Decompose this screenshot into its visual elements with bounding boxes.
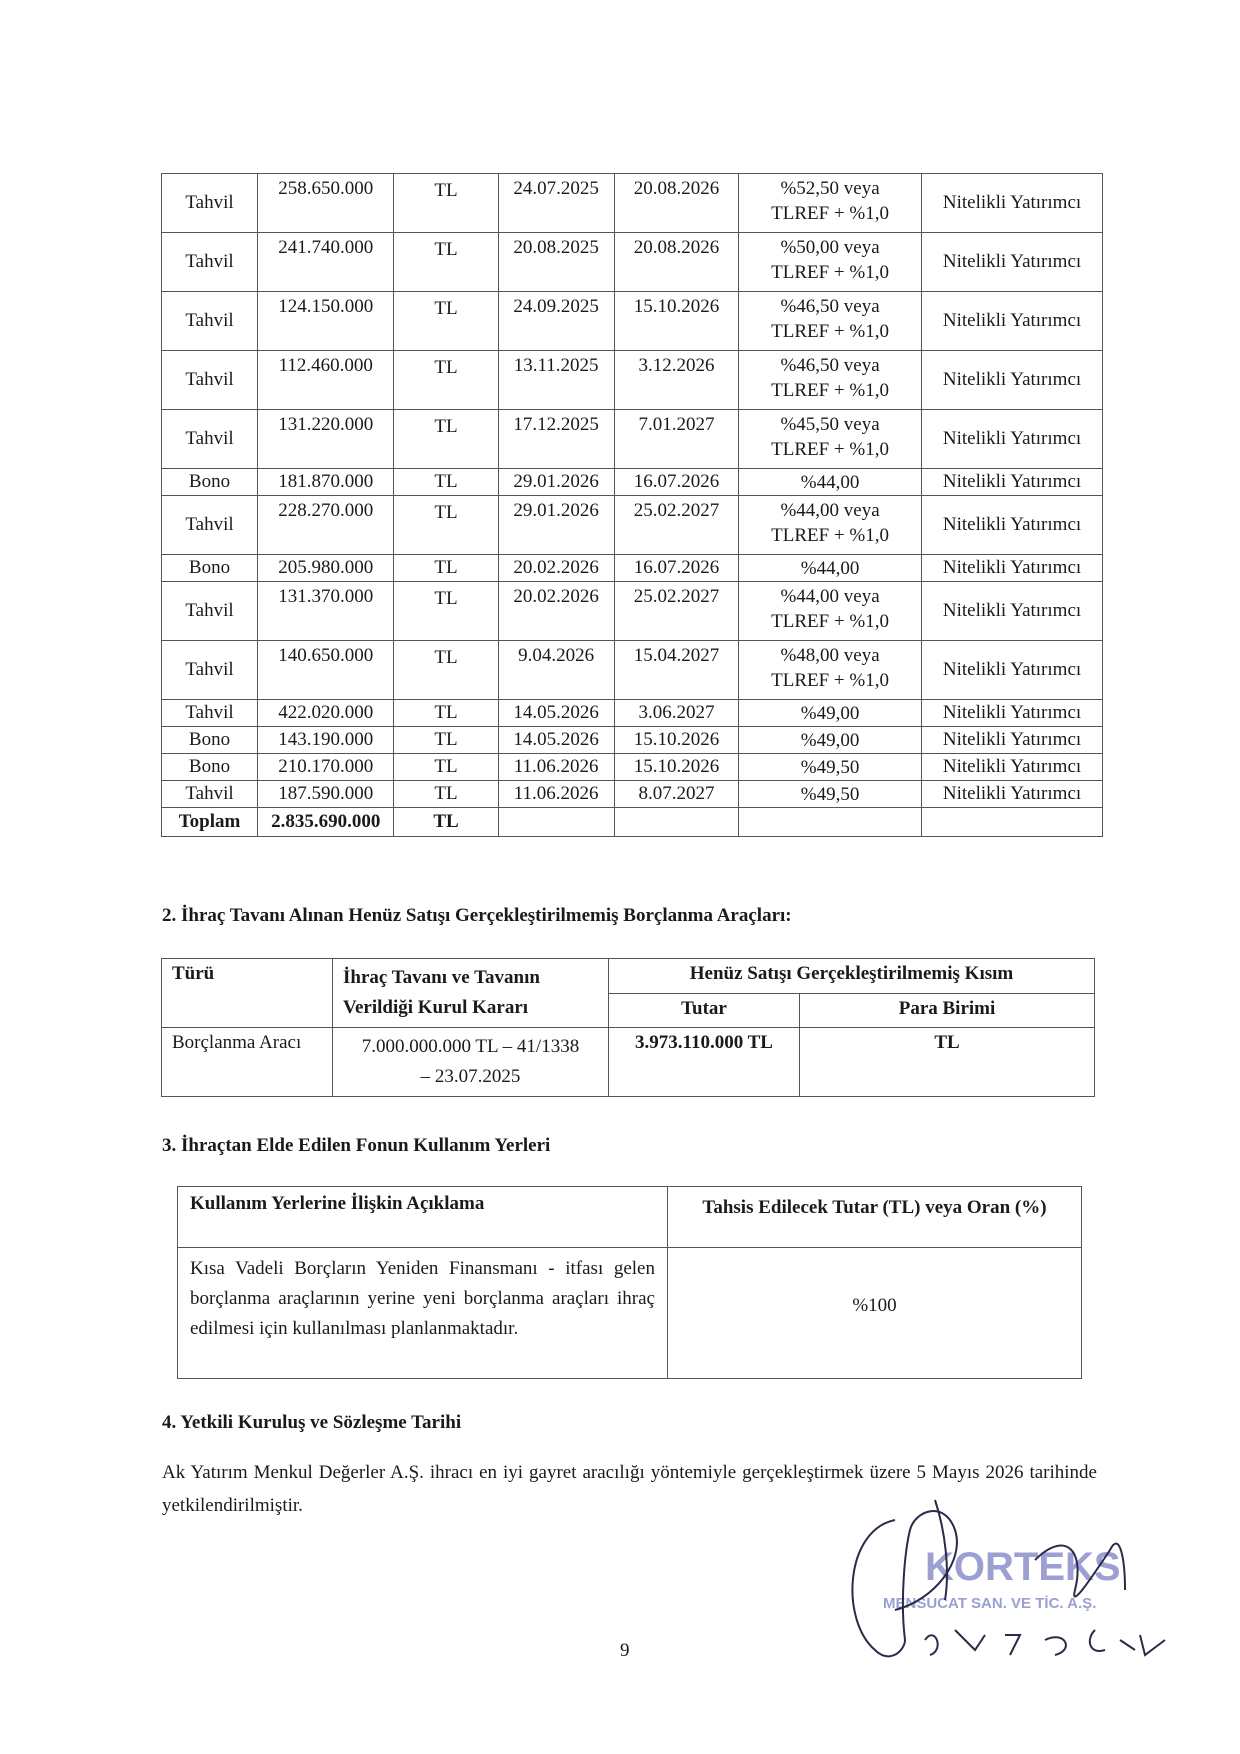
issuance-table (161, 173, 1103, 837)
issuance-issue-date: 24.07.2025 (498, 174, 614, 233)
total-empty-cell (498, 808, 614, 837)
issuance-issue-date: 29.01.2026 (498, 496, 614, 555)
issuance-rate-line1: %44,00 (800, 557, 860, 579)
issuance-rate (739, 351, 922, 410)
issuance-maturity-date: 3.06.2027 (614, 700, 738, 727)
total-empty-cell (614, 808, 738, 837)
issuance-rate (739, 727, 922, 754)
issuance-table-body (162, 174, 1103, 837)
issuance-rate (739, 555, 922, 582)
authorization-text: Ak Yatırım Menkul Değerler A.Ş. ihracı en iyi gayret aracılığı yöntemiyle gerçekleştirmek üzere 5 Mayıs 2026 tarihinde yetkilendirilmiştir. (162, 1462, 1097, 1516)
issuance-rate (739, 469, 922, 496)
issuance-row (162, 469, 1103, 496)
issuance-amount: 258.650.000 (258, 174, 394, 233)
issuance-row (162, 727, 1103, 754)
total-empty-cell (739, 808, 922, 837)
issuance-maturity-date: 25.02.2027 (614, 496, 738, 555)
issuance-investor: Nitelikli Yatırımcı (922, 174, 1103, 233)
issuance-currency: TL (394, 727, 498, 754)
issuance-amount: 205.980.000 (258, 555, 394, 582)
issuance-currency: TL (394, 233, 498, 292)
ceiling-row-type: Borçlanma Aracı (162, 1028, 333, 1097)
issuance-rate-line2: TLREF + %1,0 (771, 203, 889, 224)
issuance-rate (739, 410, 922, 469)
issuance-row (162, 641, 1103, 700)
issuance-rate (739, 700, 922, 727)
issuance-rate-line1: %49,50 (800, 756, 860, 778)
issuance-type: Tahvil (162, 781, 258, 808)
issuance-currency: TL (394, 582, 498, 641)
use-header-description: Kullanım Yerlerine İlişkin Açıklama (178, 1187, 668, 1248)
issuance-maturity-date: 8.07.2027 (614, 781, 738, 808)
page-number: 9 (620, 1640, 630, 1661)
issuance-type: Bono (162, 555, 258, 582)
issuance-maturity-date: 16.07.2026 (614, 469, 738, 496)
issuance-currency: TL (394, 351, 498, 410)
issuance-maturity-date: 7.01.2027 (614, 410, 738, 469)
issuance-investor: Nitelikli Yatırımcı (922, 410, 1103, 469)
issuance-currency: TL (394, 174, 498, 233)
ceiling-header-amount: Tutar (609, 993, 800, 1028)
issuance-amount: 228.270.000 (258, 496, 394, 555)
ceiling-row-ceiling-line2: – 23.07.2025 (420, 1066, 521, 1087)
issuance-investor: Nitelikli Yatırımcı (922, 292, 1103, 351)
issuance-row (162, 496, 1103, 555)
issuance-rate-line1: %45,50 veya (780, 414, 880, 435)
issuance-rate-line2: TLREF + %1,0 (771, 611, 889, 632)
issuance-rate-line1: %44,00 veya (780, 500, 880, 521)
issuance-rate (739, 496, 922, 555)
use-row-allocation: %100 (668, 1248, 1082, 1379)
issuance-row (162, 174, 1103, 233)
issuance-rate-line2: TLREF + %1,0 (771, 262, 889, 283)
issuance-type: Tahvil (162, 582, 258, 641)
issuance-amount: 241.740.000 (258, 233, 394, 292)
issuance-issue-date: 9.04.2026 (498, 641, 614, 700)
issuance-row (162, 700, 1103, 727)
issuance-issue-date: 13.11.2025 (498, 351, 614, 410)
issuance-investor: Nitelikli Yatırımcı (922, 555, 1103, 582)
section-2-title: 2. İhraç Tavanı Alınan Henüz Satışı Gerçekleştirilmemiş Borçlanma Araçları: (162, 905, 792, 926)
total-empty-cell (922, 808, 1103, 837)
issuance-rate (739, 233, 922, 292)
section-3-title: 3. İhraçtan Elde Edilen Fonun Kullanım Yerleri (162, 1135, 551, 1156)
issuance-amount: 187.590.000 (258, 781, 394, 808)
issuance-rate-line2: TLREF + %1,0 (771, 670, 889, 691)
issuance-type: Tahvil (162, 496, 258, 555)
issuance-total-row (162, 808, 1103, 837)
issuance-rate (739, 641, 922, 700)
issuance-issue-date: 29.01.2026 (498, 469, 614, 496)
issuance-maturity-date: 15.10.2026 (614, 727, 738, 754)
issuance-row (162, 233, 1103, 292)
issuance-issue-date: 11.06.2026 (498, 754, 614, 781)
issuance-row (162, 555, 1103, 582)
issuance-amount: 112.460.000 (258, 351, 394, 410)
issuance-rate-line1: %44,00 (800, 471, 860, 493)
issuance-currency: TL (394, 700, 498, 727)
use-header-allocation: Tahsis Edilecek Tutar (TL) veya Oran (%) (668, 1187, 1082, 1248)
issuance-amount: 143.190.000 (258, 727, 394, 754)
issuance-rate (739, 292, 922, 351)
issuance-amount: 140.650.000 (258, 641, 394, 700)
issuance-rate-line1: %46,50 veya (780, 355, 880, 376)
ceiling-header-type: Türü (162, 959, 333, 1028)
ceiling-row-ceiling-line1: 7.000.000.000 TL – 41/1338 (361, 1036, 580, 1057)
issuance-rate (739, 582, 922, 641)
issuance-rate-line1: %44,00 veya (780, 586, 880, 607)
issuance-rate-line2: TLREF + %1,0 (771, 380, 889, 401)
issuance-issue-date: 17.12.2025 (498, 410, 614, 469)
issuance-currency: TL (394, 555, 498, 582)
issuance-rate-line2: TLREF + %1,0 (771, 439, 889, 460)
issuance-amount: 181.870.000 (258, 469, 394, 496)
issuance-row (162, 582, 1103, 641)
issuance-currency: TL (394, 754, 498, 781)
issuance-type: Tahvil (162, 641, 258, 700)
issuance-type: Tahvil (162, 351, 258, 410)
issuance-issue-date: 20.08.2025 (498, 233, 614, 292)
issuance-row (162, 351, 1103, 410)
issuance-issue-date: 20.02.2026 (498, 555, 614, 582)
issuance-amount: 210.170.000 (258, 754, 394, 781)
section-4-title: 4. Yetkili Kuruluş ve Sözleşme Tarihi (162, 1412, 462, 1433)
issuance-maturity-date: 25.02.2027 (614, 582, 738, 641)
issuance-rate-line1: %52,50 veya (780, 178, 880, 199)
issuance-rate-line2: TLREF + %1,0 (771, 525, 889, 546)
issuance-rate (739, 174, 922, 233)
issuance-type: Tahvil (162, 233, 258, 292)
issuance-issue-date: 24.09.2025 (498, 292, 614, 351)
total-label: Toplam (162, 808, 258, 837)
issuance-issue-date: 11.06.2026 (498, 781, 614, 808)
issuance-maturity-date: 3.12.2026 (614, 351, 738, 410)
issuance-investor: Nitelikli Yatırımcı (922, 233, 1103, 292)
issuance-type: Bono (162, 754, 258, 781)
issuance-type: Tahvil (162, 700, 258, 727)
issuance-investor: Nitelikli Yatırımcı (922, 727, 1103, 754)
issuance-amount: 124.150.000 (258, 292, 394, 351)
issuance-type: Tahvil (162, 410, 258, 469)
issuance-type: Bono (162, 727, 258, 754)
ceiling-table (161, 958, 1095, 1097)
issuance-amount: 131.220.000 (258, 410, 394, 469)
issuance-row (162, 754, 1103, 781)
issuance-rate-line1: %49,50 (800, 783, 860, 805)
issuance-currency: TL (394, 292, 498, 351)
issuance-rate-line1: %46,50 veya (780, 296, 880, 317)
issuance-row (162, 292, 1103, 351)
issuance-investor: Nitelikli Yatırımcı (922, 700, 1103, 727)
issuance-maturity-date: 15.10.2026 (614, 754, 738, 781)
issuance-investor: Nitelikli Yatırımcı (922, 582, 1103, 641)
issuance-amount: 422.020.000 (258, 700, 394, 727)
issuance-currency: TL (394, 496, 498, 555)
issuance-maturity-date: 16.07.2026 (614, 555, 738, 582)
signature-stroke-3 (925, 1630, 1165, 1655)
issuance-rate-line1: %48,00 veya (780, 645, 880, 666)
issuance-maturity-date: 15.04.2027 (614, 641, 738, 700)
ceiling-row-amount: 3.973.110.000 TL (609, 1028, 800, 1097)
ceiling-header-unsold: Henüz Satışı Gerçekleştirilmemiş Kısım (609, 959, 1095, 994)
issuance-investor: Nitelikli Yatırımcı (922, 781, 1103, 808)
issuance-maturity-date: 20.08.2026 (614, 174, 738, 233)
ceiling-row-currency: TL (800, 1028, 1095, 1097)
total-amount: 2.835.690.000 (258, 808, 394, 837)
issuance-rate-line1: %49,00 (800, 729, 860, 751)
issuance-currency: TL (394, 641, 498, 700)
issuance-type: Tahvil (162, 292, 258, 351)
issuance-type: Tahvil (162, 174, 258, 233)
issuance-amount: 131.370.000 (258, 582, 394, 641)
ceiling-header-currency: Para Birimi (800, 993, 1095, 1028)
ceiling-row-ceiling (333, 1028, 609, 1097)
company-stamp-signature (835, 1490, 1195, 1660)
stamp-company-subtitle: MENSUCAT SAN. VE TİC. A.Ş. (883, 1595, 1097, 1612)
issuance-maturity-date: 15.10.2026 (614, 292, 738, 351)
total-currency: TL (394, 808, 498, 837)
stamp-company-name: KORTEKS (925, 1545, 1121, 1589)
issuance-investor: Nitelikli Yatırımcı (922, 496, 1103, 555)
issuance-rate-line1: %50,00 veya (780, 237, 880, 258)
issuance-investor: Nitelikli Yatırımcı (922, 754, 1103, 781)
issuance-issue-date: 14.05.2026 (498, 700, 614, 727)
issuance-issue-date: 20.02.2026 (498, 582, 614, 641)
issuance-investor: Nitelikli Yatırımcı (922, 641, 1103, 700)
issuance-rate (739, 754, 922, 781)
issuance-maturity-date: 20.08.2026 (614, 233, 738, 292)
fund-use-table (177, 1186, 1082, 1379)
issuance-row (162, 410, 1103, 469)
use-row-description: Kısa Vadeli Borçların Yeniden Finansmanı - itfası gelen borçlanma araçlarının yerine yeni borçlanma araçları ihraç edilmesi için kullanılması planlanmaktadır. (178, 1248, 668, 1379)
issuance-currency: TL (394, 781, 498, 808)
issuance-investor: Nitelikli Yatırımcı (922, 351, 1103, 410)
issuance-investor: Nitelikli Yatırımcı (922, 469, 1103, 496)
issuance-type: Bono (162, 469, 258, 496)
ceiling-header-ceiling: İhraç Tavanı ve Tavanın Verildiği Kurul Kararı (333, 959, 609, 1028)
issuance-rate (739, 781, 922, 808)
issuance-currency: TL (394, 469, 498, 496)
issuance-rate-line2: TLREF + %1,0 (771, 321, 889, 342)
issuance-row (162, 781, 1103, 808)
issuance-issue-date: 14.05.2026 (498, 727, 614, 754)
issuance-currency: TL (394, 410, 498, 469)
issuance-rate-line1: %49,00 (800, 702, 860, 724)
